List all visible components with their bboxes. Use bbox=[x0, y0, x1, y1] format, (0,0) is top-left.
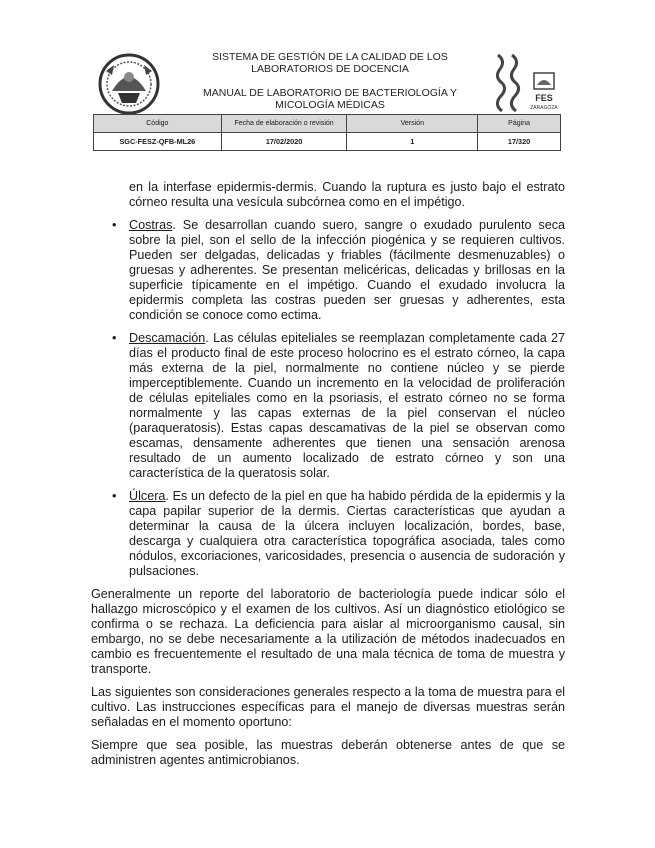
list-item-term: Costras bbox=[129, 218, 173, 232]
logo-text: FES bbox=[535, 93, 553, 103]
document-info-table bbox=[93, 114, 561, 151]
info-table-value-row bbox=[94, 133, 561, 151]
list-item-term: Descamación bbox=[129, 331, 206, 345]
body-paragraph: Generalmente un reporte del laboratorio de bacteriología puede indicar sólo el hallazgo microscópico y el examen de los cultivos. Así un diagnóstico etiológico se confirma o se rechaza. La deficiencia para aislar al microorganismo causal, sin embargo, no se debe necesariamente a la utilización de métodos inadecuados en cambio es frecuentemente el resultado de una mala técnica de toma de muestra y transporte. bbox=[91, 587, 565, 676]
bullet-icon: • bbox=[112, 218, 117, 232]
info-table-header-row bbox=[94, 115, 561, 133]
university-seal-icon bbox=[98, 53, 160, 115]
system-title: SISTEMA DE GESTIÓN DE LA CALIDAD DE LOS LABORATORIOS DE DOCENCIA bbox=[212, 51, 448, 75]
body-paragraph: Siempre que sea posible, las muestras deberán obtenerse antes de que se administren agentes antimicrobianos. bbox=[91, 738, 565, 767]
list-item bbox=[91, 218, 565, 323]
list-item bbox=[91, 489, 565, 579]
value-version: 1 bbox=[347, 133, 478, 151]
list-item-term: Úlcera bbox=[129, 489, 166, 503]
list-item bbox=[91, 331, 565, 481]
value-page: 17/320 bbox=[478, 133, 561, 151]
list-item-text: . Se desarrollan cuando suero, sangre o exudado purulento seca sobre la piel, son el sello de la infección piogénica y se requieren cultivos. Pueden ser delgadas, delicadas y friables (fácilmente desmenuzables) o gruesas y adherentes. Se presentan melicéricas, delicadas y brillosas en la superficie típicamente en el impétigo. Cuando el exudado involucra la epidermis completa las costras pueden ser gruesas y adherentes, esta condición se conoce como ectima. bbox=[129, 218, 565, 322]
body-paragraph: Las siguientes son consideraciones generales respecto a la toma de muestra para el cultivo. Las instrucciones específicas para el manejo de diversas muestras serán señaladas en el momento oportuno: bbox=[91, 685, 565, 729]
list-item-text: . Las células epiteliales se reemplazan completamente cada 27 días el producto final de este proceso holocrino es el estrato córneo, la capa más externa de la piel, normalmente no contiene núcleo y se pierde imperceptiblemente. Cuando un incremento en la velocidad de proliferación de células epiteliales como en la psoriasis, el estrato córneo no se forma normalmente y las capas externas de la piel conservan el núcleo (paraqueratosis). Estas capas descamativas de la piel se observan como escamas, densamente adherentes que tienen una sensación arenosa resultado de un aumento localizado de estrato córneo y son una característica de la queratosis solar. bbox=[129, 331, 565, 480]
bullet-icon: • bbox=[112, 489, 117, 503]
list-item-text: . Es un defecto de la piel en que ha habido pérdida de la epidermis y la capa papilar superior de la dermis. Ciertas características que ayudan a determinar la causa de la úlcera incluyen localización, bordes, base, descarga y cualquiera otra característica topográfica asociada, tales como nódulos, excoriaciones, varicosidades, presencia o ausencia de sudoración y pulsaciones. bbox=[129, 489, 565, 578]
value-code: SGC-FESZ-QFB-ML26 bbox=[94, 133, 222, 151]
manual-title: MANUAL DE LABORATORIO DE BACTERIOLOGÍA Y MICOLOGÍA MÉDICAS bbox=[202, 87, 457, 111]
fes-zaragoza-logo-icon bbox=[494, 51, 560, 115]
continuation-paragraph: en la interfase epidermis-dermis. Cuando la ruptura es justo bajo el estrato córneo resulta una vesícula subcórnea como en el impétigo. bbox=[129, 180, 565, 209]
header-version: Versión bbox=[347, 115, 478, 133]
document-header bbox=[0, 0, 655, 165]
header-page: Página bbox=[478, 115, 561, 133]
header-date: Fecha de elaboración o revisión bbox=[221, 115, 347, 133]
value-date: 17/02/2020 bbox=[221, 133, 347, 151]
document-title-block bbox=[180, 51, 480, 111]
document-body bbox=[91, 180, 565, 768]
bullet-icon: • bbox=[112, 331, 117, 345]
logo-subtext: ZARAGOZA bbox=[530, 105, 558, 111]
lesion-list bbox=[91, 218, 565, 579]
header-code: Código bbox=[94, 115, 222, 133]
